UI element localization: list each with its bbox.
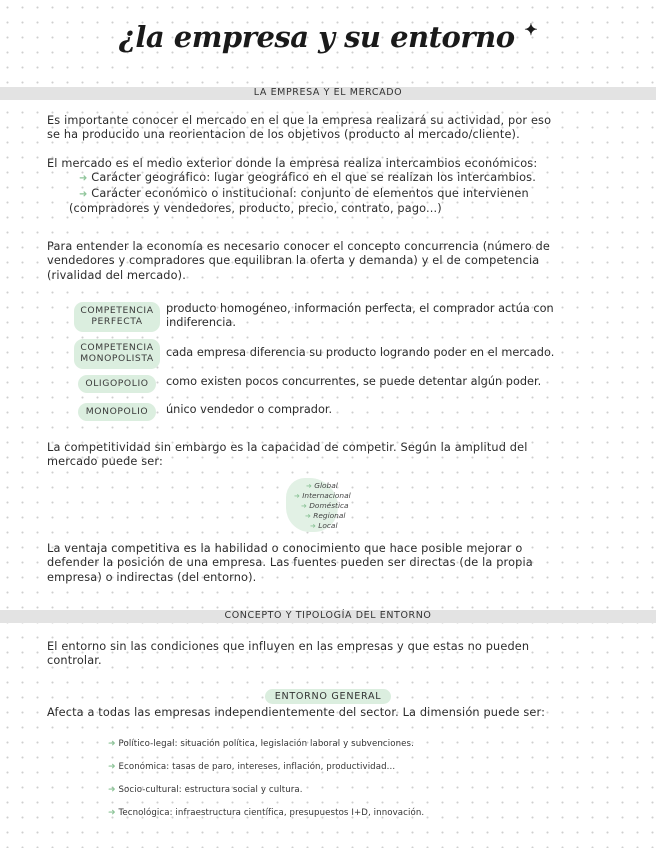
paragraph: Afecta a todas las empresas independientemente del sector. La dimensión puede ser: (47, 706, 546, 719)
paragraph: El entorno sin las condiciones que influyen en las empresas y que estas no pueden controlar. (47, 640, 530, 668)
competition-definition: producto homogéneo, información perfecta, el comprador actúa con indiferencia. (166, 302, 554, 330)
competition-label: COMPETENCIA MONOPOLISTA (74, 339, 160, 369)
competition-definition: como existen pocos concurrentes, se puede detentar algún poder. (166, 375, 542, 388)
competition-label: COMPETENCIA PERFECTA (74, 302, 160, 332)
paragraph: La ventaja competitiva es la habilidad o conocimiento que hace posible mejorar o defender la posición de una empresa. Las fuentes pueden ser directas (de la propia empresa) o indirectas (del entorno). (47, 542, 533, 584)
subsection-heading: ENTORNO GENERAL (0, 684, 656, 703)
list-item: ➜ Carácter geográfico: lugar geográfico en el que se realizan los intercambios. (79, 171, 536, 185)
arrow-icon: ➜ (79, 188, 88, 200)
arrow-icon: ➜ (301, 502, 307, 510)
list-item: ➜ Político-legal: situación política, legislación laboral y subvenciones. (108, 739, 414, 749)
arrow-icon: ➜ (79, 173, 88, 185)
competition-label: MONOPOLIO (78, 403, 156, 421)
competition-label: OLIGOPOLIO (78, 375, 156, 393)
market-scope-list: ➜ Global ➜ Internacional ➜ Doméstica ➜ Regional ➜ Local (294, 481, 351, 530)
sparkle-icon: ✦ (524, 20, 538, 39)
arrow-icon: ➜ (305, 512, 311, 520)
arrow-icon: ➜ (108, 785, 116, 795)
page-title: ¿la empresa y su entorno ✦ (118, 20, 538, 54)
list-item: ➜ Socio-cultural: estructura social y cultura. (108, 785, 303, 795)
section-heading: CONCEPTO Y TIPOLOGÍA DEL ENTORNO (224, 610, 432, 621)
list-item: ➜ Tecnológica: infraestructura científica, presupuestos I+D, innovación. (108, 808, 425, 818)
section-heading: LA EMPRESA Y EL MERCADO (253, 87, 403, 98)
competition-definition: único vendedor o comprador. (166, 403, 333, 416)
competition-definition: cada empresa diferencia su producto logrando poder en el mercado. (166, 346, 555, 359)
arrow-icon: ➜ (108, 739, 116, 749)
arrow-icon: ➜ (108, 762, 116, 772)
list-item: ➜ Carácter económico o institucional: conjunto de elementos que intervienen (79, 186, 529, 200)
paragraph: La competitividad sin embargo es la capacidad de competir. Según la amplitud del mercado puede ser: (47, 441, 528, 469)
paragraph: Es importante conocer el mercado en el que la empresa realizará su actividad, por eso se ha producido una reorientacion de los objetivos (producto al mercado/cliente). (47, 114, 552, 142)
paragraph: Para entender la economía es necesario conocer el concepto concurrencia (número de vendedores y compradores que equilibran la oferta y demanda) y el de competencia (rivalidad del mercado). (47, 240, 550, 282)
arrow-icon: ➜ (310, 522, 316, 530)
paragraph: El mercado es el medio exterior donde la empresa realiza intercambios económicos: ➜ Carácter geográfico: lugar geográfico en el que se realizan los intercambios. ➜ Carácter económico o institucional: conjunto de elementos que intervienen (compradores y vendedores, producto, precio, contrato, pago...) (47, 157, 538, 215)
arrow-icon: ➜ (294, 492, 300, 500)
arrow-icon: ➜ (306, 482, 312, 490)
list-item: ➜ Económica: tasas de paro, intereses, inflación, productividad... (108, 762, 396, 772)
arrow-icon: ➜ (108, 808, 116, 818)
